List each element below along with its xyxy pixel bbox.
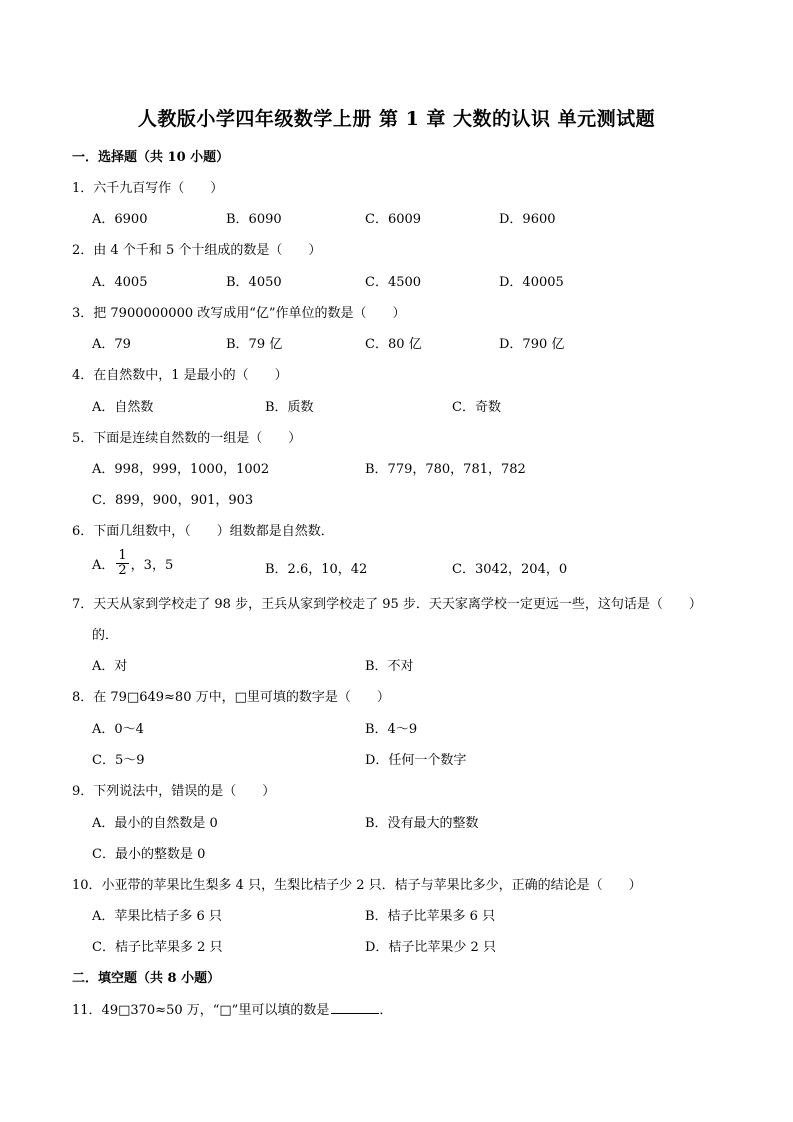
q3-option-d: D．790 亿 [499,337,565,352]
q5-option-a: A．998，999，1000，1002 [92,462,270,477]
question-6-stem: 6．下面几组数中，（ ）组数都是自然数． [72,524,334,539]
q6-option-c: C．3042，204，0 [452,562,568,577]
fraction-denominator: 2 [118,563,127,578]
q6-option-a [92,548,174,580]
q8-option-a: A．0～4 [92,722,144,737]
q3-option-b: B．79 亿 [226,337,283,352]
question-11 [72,999,392,1018]
question-10-stem: 10．小亚带的苹果比生梨多 4 只，生梨比桔子少 2 只．桔子与苹果比多少，正确的结论是（ ） [72,878,642,893]
question-5-stem: 5．下面是连续自然数的一组是（ ） [72,431,302,446]
q10-option-d: D．桔子比苹果少 2 只 [365,940,496,955]
q4-option-c: C．奇数 [452,400,501,415]
q1-option-c: C．6009 [365,212,422,227]
q8-option-b: B．4～9 [365,722,418,737]
q2-option-d: D．40005 [499,275,564,290]
q6-option-a-rest: ，3，5 [130,558,174,573]
question-9-stem: 9．下列说法中，错误的是（ ） [72,784,276,799]
question-7-stem: 7．天天从家到学校走了 98 步，王兵从家到学校走了 95 步．天天家离学校一定更远一些，这句话是（ ） [72,597,702,612]
q3-option-c: C．80 亿 [365,337,422,352]
section-heading-choice: 一．选择题（共 10 小题） [72,150,230,165]
q2-option-b: B．4050 [226,275,282,290]
q3-option-a: A．79 [92,337,131,352]
q10-option-b: B．桔子比苹果多 6 只 [365,909,496,924]
page-title: 人教版小学四年级数学上册 第 1 章 大数的认识 单元测试题 [137,108,656,130]
question-1-stem: 1．六千九百写作（ ） [72,181,224,196]
question-8-stem: 8．在 79□649≈80 万中，□里可填的数字是（ ） [72,690,390,705]
question-2-stem: 2．由 4 个千和 5 个十组成的数是（ ） [72,243,322,258]
q1-option-b: B．6090 [226,212,282,227]
q9-option-b: B．没有最大的整数 [365,816,479,831]
q5-option-b: B．779，780，781，782 [365,462,526,477]
q4-option-a: A．自然数 [92,400,154,415]
q6-option-a-label: A． [92,558,115,573]
q10-option-a: A．苹果比桔子多 6 只 [92,909,222,924]
fraction-one-half [116,549,128,578]
q1-option-d: D．9600 [499,212,556,227]
question-7-stem-continued: 的． [92,628,119,643]
q1-option-a: A．6900 [92,212,148,227]
question-11-stem: 11．49□370≈50 万，“□”里可以填的数是 [72,1003,330,1018]
q9-option-a: A．最小的自然数是 0 [92,816,218,831]
q4-option-b: B．质数 [265,400,314,415]
q8-option-c: C．5～9 [92,753,145,768]
q9-option-c: C．最小的整数是 0 [92,847,206,862]
answer-blank[interactable] [331,1000,379,1014]
q2-option-a: A．4005 [92,275,148,290]
q6-option-b: B．2.6，10，42 [265,562,368,577]
question-3-stem: 3．把 7900000000 改写成用“亿”作单位的数是（ ） [72,306,406,321]
section-heading-fill-blank: 二．填空题（共 8 小题） [72,971,221,986]
question-11-end: ． [379,1003,393,1018]
q8-option-d: D．任何一个数字 [365,753,467,768]
q2-option-c: C．4500 [365,275,422,290]
question-4-stem: 4．在自然数中，1 是最小的（ ） [72,368,288,383]
q10-option-c: C．桔子比苹果多 2 只 [92,940,223,955]
fraction-numerator: 1 [118,548,127,563]
q7-option-a: A．对 [92,659,128,674]
q7-option-b: B．不对 [365,659,414,674]
q5-option-c: C．899，900，901，903 [92,493,254,508]
